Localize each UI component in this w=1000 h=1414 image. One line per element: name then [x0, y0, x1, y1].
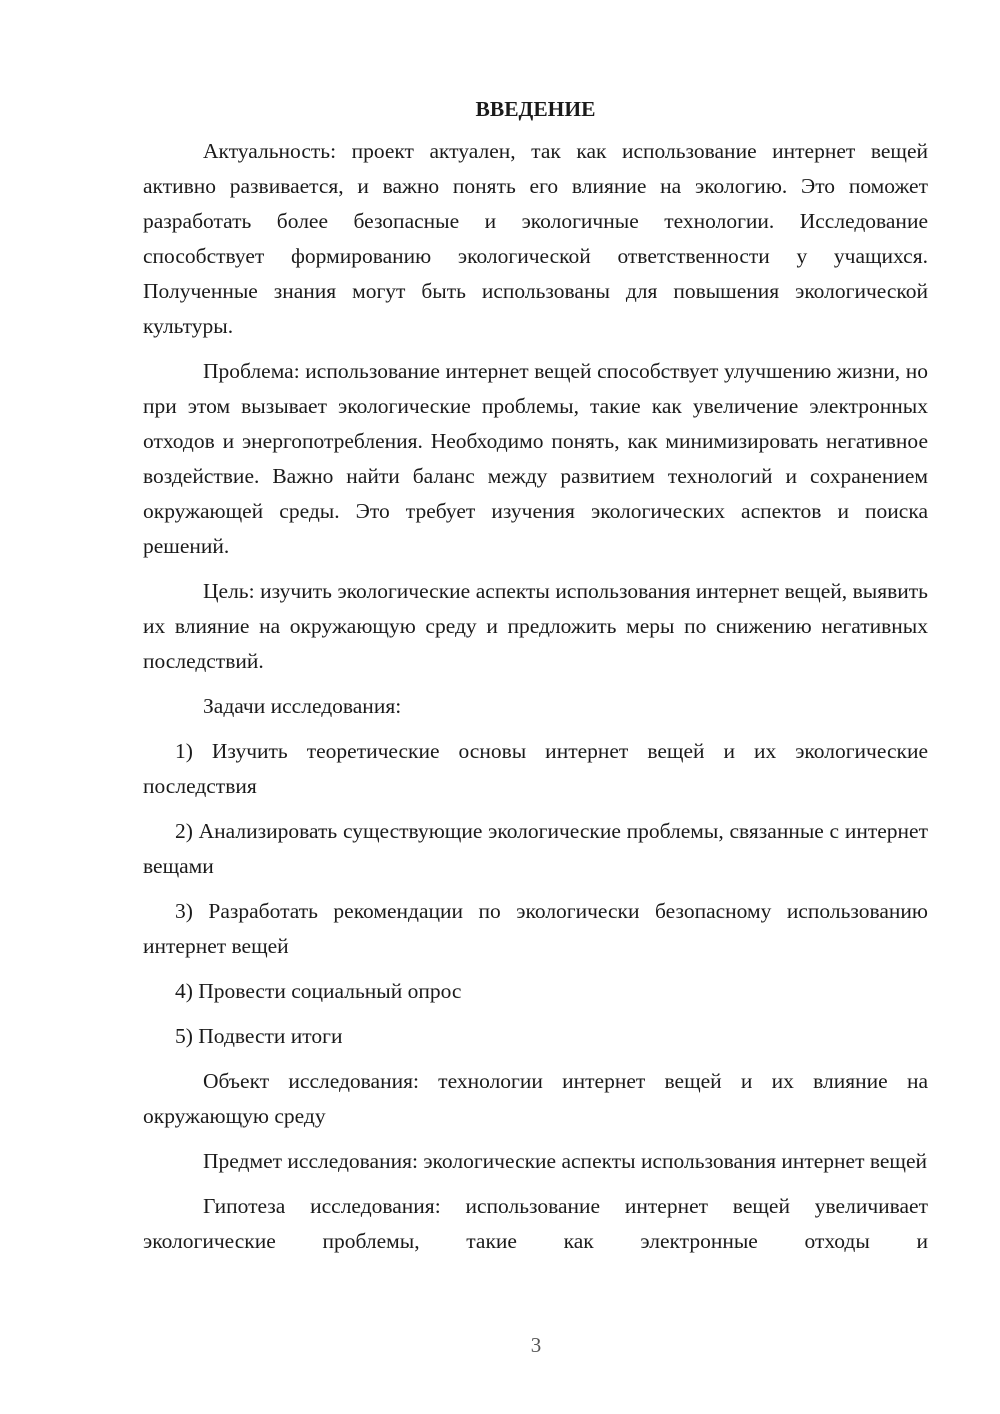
tasks-heading: Задачи исследования: [203, 694, 402, 718]
task-item-2: 2) Анализировать существующие экологические проблемы, связанные с интернет вещами [143, 819, 928, 878]
task-item-1: 1) Изучить теоретические основы интернет вещей и их экологические последствия [143, 739, 928, 798]
page-content [143, 92, 928, 1269]
paragraph-subject: Предмет исследования: экологические аспекты использования интернет вещей [203, 1149, 928, 1173]
paragraph-goal: Цель: изучить экологические аспекты использования интернет вещей, выявить их влияние на окружающую среду и предложить меры по снижению негативных последствий. [143, 579, 928, 673]
task-item-4: 4) Провести социальный опрос [175, 979, 462, 1003]
task-item-3: 3) Разработать рекомендации по экологически безопасному использованию интернет вещей [143, 899, 928, 958]
section-title: ВВЕДЕНИЕ [475, 97, 596, 121]
paragraph-object: Объект исследования: технологии интернет вещей и их влияние на окружающую среду [143, 1069, 928, 1128]
page-number: 3 [530, 1333, 542, 1357]
task-item-5: 5) Подвести итоги [175, 1024, 343, 1048]
paragraph-problem: Проблема: использование интернет вещей способствует улучшению жизни, но при этом вызывает экологические проблемы, такие как увеличение электронных отходов и энергопотребления. Необходимо понять, как минимизировать негативное воздействие. Важно найти баланс между развитием технологий и сохранением окружающей среды. Это требует изучения экологических аспектов и поиска решений. [143, 359, 928, 558]
paragraph-relevance: Актуальность: проект актуален, так как использование интернет вещей активно развивается, и важно понять его влияние на экологию. Это поможет разработать более безопасные и экологичные технологии. Исследование способствует формированию экологической ответственности у учащихся. Полученные знания могут быть использованы для повышения экологической культуры. [143, 139, 928, 338]
paragraph-hypothesis: Гипотеза исследования: использование интернет вещей увеличивает экологические проблемы, такие как электронные отходы и [143, 1194, 928, 1253]
